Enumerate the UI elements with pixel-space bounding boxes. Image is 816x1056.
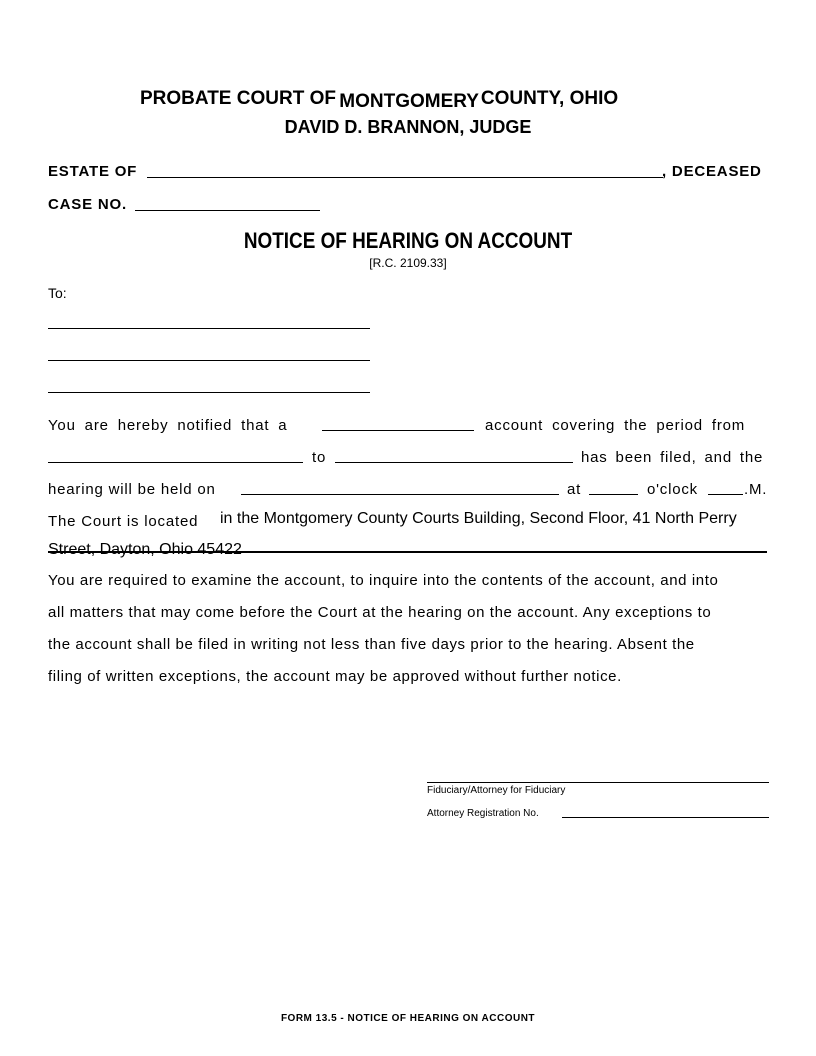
- period-from-field[interactable]: [48, 462, 303, 463]
- court-suffix: COUNTY, OHIO: [480, 88, 619, 109]
- location-line-2: Street, Dayton, Ohio 45422: [48, 541, 242, 558]
- form-footer: FORM 13.5 - NOTICE OF HEARING ON ACCOUNT: [280, 1013, 536, 1024]
- case-no-field[interactable]: [135, 210, 320, 211]
- to-label: To:: [48, 285, 67, 301]
- case-no-label: CASE NO.: [48, 196, 127, 213]
- am-pm-field[interactable]: [708, 494, 743, 495]
- p1-m: .M.: [744, 481, 768, 498]
- estate-name-field[interactable]: [147, 177, 663, 178]
- county-name: MONTGOMERY: [339, 91, 479, 112]
- estate-of-label: ESTATE OF: [48, 163, 138, 180]
- p2-line-3: the account shall be filed in writing not less than five days prior to the hearing. Absent the: [48, 636, 695, 653]
- p1-oclock: o'clock: [647, 481, 698, 498]
- p1-at: at: [567, 481, 582, 498]
- p1-part3: has been filed, and the: [581, 449, 764, 466]
- account-type-field[interactable]: [322, 430, 474, 431]
- court-title: [140, 88, 618, 110]
- fiduciary-label: Fiduciary/Attorney for Fiduciary: [427, 785, 566, 796]
- p1-part1: You are hereby notified that a: [48, 417, 288, 434]
- deceased-label: , DECEASED: [662, 163, 762, 180]
- recipient-field-3[interactable]: [48, 392, 370, 393]
- p1-part2: account covering the period from: [485, 417, 746, 434]
- registration-label: Attorney Registration No.: [427, 808, 539, 819]
- location-line-1: in the Montgomery County Courts Building, Second Floor, 41 North Perry: [220, 510, 737, 527]
- hearing-date-field[interactable]: [241, 494, 559, 495]
- signature-field[interactable]: [427, 782, 769, 783]
- recipient-field-1[interactable]: [48, 328, 370, 329]
- location-underline: [48, 551, 767, 553]
- court-prefix: PROBATE COURT OF: [140, 88, 336, 109]
- notice-title: NOTICE OF HEARING ON ACCOUNT: [243, 228, 573, 253]
- court-located-label: The Court is located: [48, 513, 199, 530]
- judge-name: DAVID D. BRANNON, JUDGE: [284, 117, 532, 137]
- p2-line-4: filing of written exceptions, the account may be approved without further notice.: [48, 668, 622, 685]
- p1-hearing: hearing will be held on: [48, 481, 216, 498]
- p1-to: to: [312, 449, 327, 466]
- p2-line-1: You are required to examine the account, to inquire into the contents of the account, and into: [48, 572, 719, 589]
- citation: [R.C. 2109.33]: [369, 256, 447, 270]
- period-to-field[interactable]: [335, 462, 573, 463]
- hearing-time-field[interactable]: [589, 494, 638, 495]
- p2-line-2: all matters that may come before the Court at the hearing on the account. Any exceptions to: [48, 604, 712, 621]
- recipient-field-2[interactable]: [48, 360, 370, 361]
- registration-no-field[interactable]: [562, 817, 769, 818]
